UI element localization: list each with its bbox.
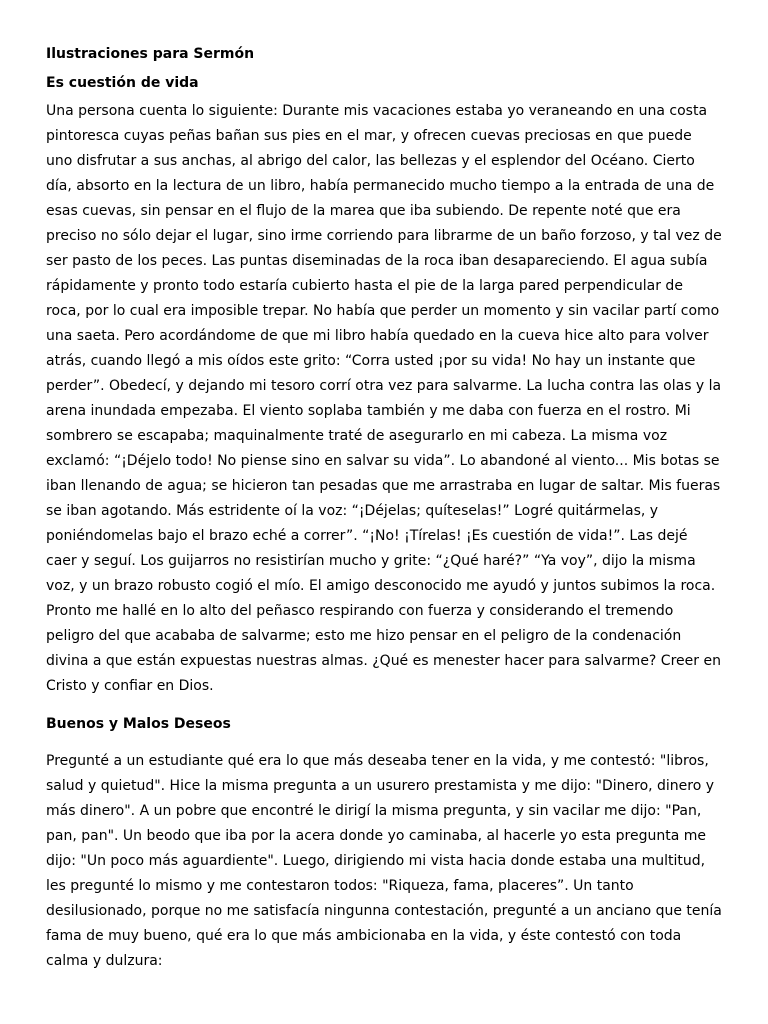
section-body-buenos-y-malos-deseos: Pregunté a un estudiante qué era lo que más deseaba tener en la vida, y me contestó: "libros, salud y quietud". Hice la misma pregunta a un usurero prestamista y me dijo: "Dinero, dinero y más dinero". A un pobre que encontré le dirigí la misma pregunta, y sin vacilar me dijo: "Pan, pan, pan". Un beodo que iba por la acera donde yo caminaba, al hacerle yo esta pregunta me dijo: "Un poco más aguardiente". Luego, dirigiendo mi vista hacia donde estaba una multitud, les pregunté lo mismo y me contestaron todos: "Riqueza, fama, placeres”. Un tanto desilusionado, porque no me satisfacía ningunna contestación, pregunté a un anciano que tenía fama de muy bueno, qué era lo que más ambicionaba en la vida, y éste contestó con toda calma y dulzura:	[46, 753, 722, 969]
section-heading-buenos-y-malos-deseos: Buenos y Malos Deseos	[46, 716, 231, 732]
section-body-es-cuestion-de-vida: Una persona cuenta lo siguiente: Durante mis vacaciones estaba yo veraneando en una costa pintoresca cuyas peñas bañan sus pies en el mar, y ofrecen cuevas preciosas en que puede uno disfrutar a sus anchas, al abrigo del calor, las bellezas y el esplendor del Océano. Cierto día, absorto en la lectura de un libro, había permanecido mucho tiempo a la entrada de una de esas cuevas, sin pensar en el flujo de la marea que iba subiendo. De repente noté que era preciso no sólo dejar el lugar, sino irme corriendo para librarme de un baño forzoso, y tal vez de ser pasto de los peces. Las puntas diseminadas de la roca iban desapareciendo. El agua subía rápidamente y pronto todo estaría cubierto hasta el pie de la larga pared perpendicular de roca, por lo cual era imposible trepar. No había que perder un momento y sin vacilar partí como una saeta. Pero acordándome de que mi libro había quedado en la cueva hice alto para volver atrás, cuando llegó a mis oídos este grito: “Corra usted ¡por su vida! No hay un instante que perder”. Obedecí, y dejando mi tesoro corrí otra vez para salvarme. La lucha contra las olas y la arena inundada empezaba. El viento soplaba también y me daba con fuerza en el rostro. Mi sombrero se escapaba; maquinalmente traté de asegurarlo en mi cabeza. La misma voz exclamó: “¡Déjelo todo! No piense sino en salvar su vida”. Lo abandoné al viento... Mis botas se iban llenando de agua; se hicieron tan pesadas que me arrastraba en lugar de saltar. Mis fueras se iban agotando. Más estridente oí la voz: “¡Déjelas; quíteselas!” Logré quitármelas, y poniéndomelas bajo el brazo eché a correr”. “¡No! ¡Tírelas! ¡Es cuestión de vida!”. Las dejé caer y seguí. Los guijarros no resistirían mucho y grite: “¿Qué haré?” “Ya voy”, dijo la misma voz, y un brazo robusto cogió el mío. El amigo desconocido me ayudó y juntos subimos la roca. Pronto me hallé en lo alto del peñasco respirando con fuerza y considerando el tremendo peligro del que acababa de salvarme; esto me hizo pensar en el peligro de la condenación divina a que están expuestas nuestras almas. ¿Qué es menester hacer para salvarme? Creer en Cristo y confiar en Dios.	[46, 103, 722, 694]
section-heading-es-cuestion-de-vida: Es cuestión de vida	[46, 75, 199, 91]
document-page	[46, 43, 722, 974]
document-title: Ilustraciones para Sermón	[46, 46, 255, 62]
